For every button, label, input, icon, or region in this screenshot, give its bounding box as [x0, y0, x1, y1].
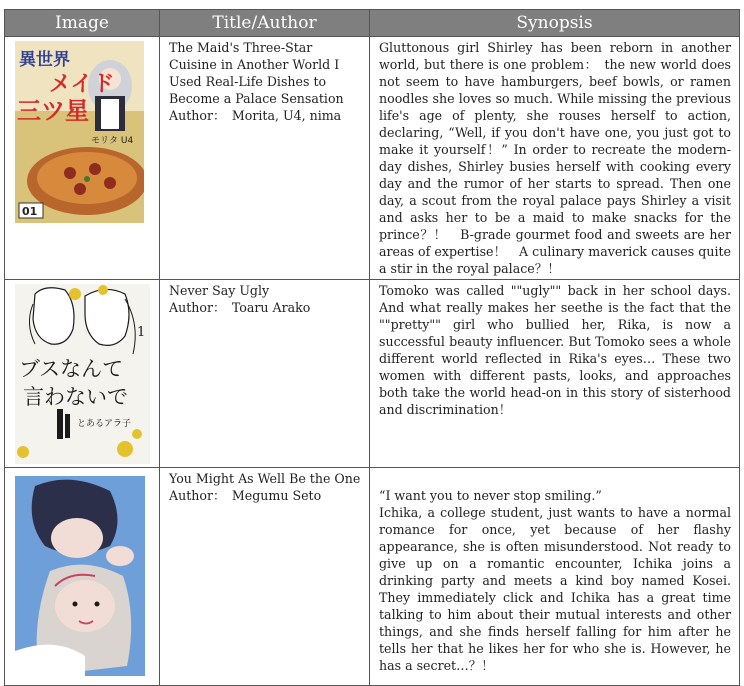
title-author-cell	[160, 280, 370, 468]
svg-text:異世界: 異世界	[19, 50, 70, 70]
svg-text:言わないで: 言わないで	[23, 385, 128, 409]
title-author-cell	[160, 37, 370, 280]
cover-image-you-might-as-well	[15, 476, 145, 676]
manga-table-container	[4, 9, 740, 686]
manga-table	[4, 9, 740, 686]
cover-cell	[5, 280, 160, 468]
header-title-author: Title/Author	[160, 10, 370, 37]
table-header-row	[5, 10, 740, 37]
header-synopsis: Synopsis	[370, 10, 740, 37]
cover-authors-jp: モリタ U4	[91, 136, 134, 146]
book-author: Author： Megumu Seto	[169, 488, 322, 503]
synopsis-cell	[370, 468, 740, 686]
svg-text:三ツ星: 三ツ星	[17, 97, 89, 125]
book-title: Never Say Ugly	[169, 283, 270, 298]
table-row	[5, 280, 740, 468]
cover-volume: 1	[137, 325, 146, 340]
book-title: You Might As Well Be the One	[169, 471, 361, 486]
synopsis-cell	[370, 280, 740, 468]
svg-text:ブスなんて: ブスなんて	[19, 357, 124, 381]
svg-text:メイド: メイド	[49, 72, 115, 97]
book-title: The Maid's Three-Star Cuisine in Another World I Used Real-Life Dishes to Become a Palace Sensation	[169, 40, 344, 106]
synopsis-cell	[370, 37, 740, 280]
cover-image-never-say-ugly	[15, 284, 150, 464]
cover-cell	[5, 37, 160, 280]
book-author: Author： Toaru Arako	[169, 300, 311, 315]
header-image: Image	[5, 10, 160, 37]
cover-cell	[5, 468, 160, 686]
synopsis-text: Gluttonous girl Shirley has been reborn in another world, but there is one problem： the new world does not seem to have hamburgers, beef bowls, or ramen noodles she loves so much. While missing the previous life's age of plenty, she rouses herself to action, declaring, “Well, if you don't have one, you just got to make it yourself！” In order to recreate the modern-day dishes, Shirley busies herself with cooking every day and the rumor of her starts to spread. Then one day, a scout from the royal palace pays Shirley a visit and asks her to be a maid to make snacks for the prince？！ B-grade gourmet food and sweets are her areas of expertise！ A culinary maverick causes quite a stir in the royal palace？！	[379, 40, 731, 276]
synopsis-text: Tomoko was called ""ugly"" back in her school days. And what really makes her seethe is the fact that the ""pretty"" girl who bullied her, Rika, is now a successful beauty influencer. But Tomoko sees a whole different world reflected in Rika's eyes… These two women with different pasts, looks, and approaches both take the world head-on in this story of sisterhood and discrimination！	[379, 283, 731, 417]
synopsis-text: “I want you to never stop smiling.” Ichika, a college student, just wants to have a normal romance for once, yet because of her flashy appearance, she is often misunderstood. Not ready to give up on a romantic encounter, Ichika joins a drinking party and meets a kind boy named Kosei. They immediately click and Ichika has a great time talking to him about their mutual interests and other things, and she finds herself falling for him after he tells her that he likes her for who she is. However, he has a secret…？！	[379, 488, 731, 673]
book-author: Author： Morita, U4, nima	[169, 108, 342, 123]
cover-volume: 01	[22, 205, 38, 218]
cover-image-maids-cuisine	[15, 41, 144, 223]
table-row	[5, 37, 740, 280]
title-author-cell	[160, 468, 370, 686]
table-row	[5, 468, 740, 686]
cover-authors-jp: とあるアラ子	[77, 419, 132, 429]
